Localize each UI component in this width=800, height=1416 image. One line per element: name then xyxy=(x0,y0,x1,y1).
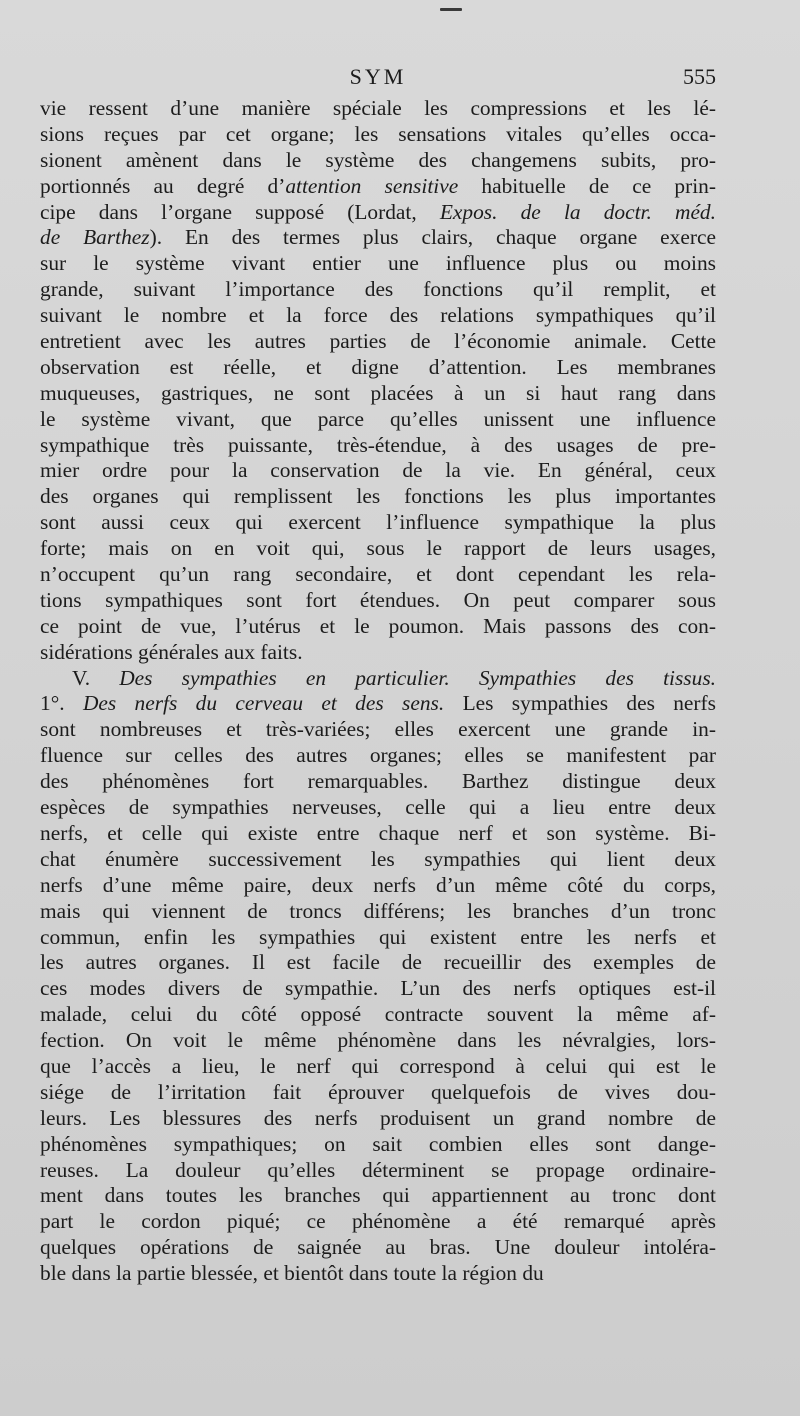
text-segment: leurs. Les blessures des nerfs produisent un grand nombre de xyxy=(40,1105,716,1130)
text-segment: tions sympathiques sont fort étendues. On peut comparer sous xyxy=(40,587,716,612)
text-line xyxy=(40,1235,716,1261)
text-segment: quelques opérations de saignée au bras. Une douleur intoléra- xyxy=(40,1235,716,1260)
text-segment: fection. On voit le même phénomène dans les névralgies, lors- xyxy=(40,1028,716,1053)
text-segment: sont aussi ceux qui exercent l’influence sympathique la plus xyxy=(40,510,716,535)
text-segment: 1°. xyxy=(40,691,83,716)
text-segment: fluence sur celles des autres organes; elles se manifestent par xyxy=(40,743,716,768)
text-segment: V. xyxy=(72,665,120,690)
text-segment: muqueuses, gastriques, ne sont placées à un si haut rang dans xyxy=(40,380,716,405)
text-segment: entretient avec les autres parties de l’économie animale. Cette xyxy=(40,329,716,354)
text-segment: part le cordon piqué; ce phénomène a été remarqué après xyxy=(40,1209,716,1234)
text-line xyxy=(40,277,716,303)
text-segment: sur le système vivant entier une influence plus ou moins xyxy=(40,251,716,276)
text-segment: ment dans toutes les branches qui appartiennent au tronc dont xyxy=(40,1183,716,1208)
text-segment: vie ressent d’une manière spéciale les compressions et les lé- xyxy=(40,96,716,120)
text-segment: siége de l’irritation fait éprouver quelquefois de vives dou- xyxy=(40,1079,716,1104)
text-segment: n’occupent qu’un rang secondaire, et dont cependant les rela- xyxy=(40,562,716,587)
text-segment: ). En des termes plus clairs, chaque organe exerce xyxy=(149,225,716,250)
text-line xyxy=(40,96,716,122)
text-line xyxy=(40,1261,716,1287)
text-segment: les autres organes. Il est facile de recueillir des exemples de xyxy=(40,950,716,975)
text-segment: phénomènes sympathiques; on sait combien elles sont dange- xyxy=(40,1131,716,1156)
text-line xyxy=(40,458,716,484)
italic-text: Des nerfs du cerveau et des sens. xyxy=(82,691,445,716)
text-line xyxy=(40,1002,716,1028)
text-segment: le système vivant, que parce qu’elles unissent une influence xyxy=(40,406,716,431)
text-segment: malade, celui du côté opposé contracte souvent la même af- xyxy=(40,1002,716,1027)
text-segment: mais qui viennent de troncs différens; les branches d’un tronc xyxy=(40,898,716,923)
text-line xyxy=(40,407,716,433)
text-line xyxy=(40,614,716,640)
text-line xyxy=(40,510,716,536)
text-line xyxy=(40,1132,716,1158)
text-line xyxy=(40,562,716,588)
text-line xyxy=(40,769,716,795)
text-line xyxy=(40,251,716,277)
text-segment: ce point de vue, l’utérus et le poumon. Mais passons des con- xyxy=(40,613,716,638)
body-text xyxy=(40,96,716,1287)
text-segment: chat énumère successivement les sympathies qui lient deux xyxy=(40,846,716,871)
text-segment: Les sympathies des nerfs xyxy=(444,691,716,716)
text-line xyxy=(40,976,716,1002)
text-line xyxy=(40,1209,716,1235)
text-line xyxy=(40,588,716,614)
text-line xyxy=(40,174,716,200)
text-line xyxy=(40,743,716,769)
text-line xyxy=(40,950,716,976)
text-segment: suivant le nombre et la force des relations sympathiques qu’il xyxy=(40,303,716,328)
text-line xyxy=(40,381,716,407)
text-line xyxy=(40,1158,716,1184)
text-line xyxy=(40,329,716,355)
running-head-title: SYM xyxy=(349,64,407,89)
text-line xyxy=(40,691,716,717)
text-line xyxy=(40,303,716,329)
text-line xyxy=(40,225,716,251)
text-line xyxy=(40,717,716,743)
text-line xyxy=(40,1106,716,1132)
text-segment: espèces de sympathies nerveuses, celle qui a lieu entre deux xyxy=(40,795,716,820)
text-segment: commun, enfin les sympathies qui existent entre les nerfs et xyxy=(40,924,716,949)
text-segment: grande, suivant l’importance des fonctions qu’il remplit, et xyxy=(40,277,716,302)
text-segment: portionnés au degré d’ xyxy=(40,173,286,198)
page-top-mark xyxy=(440,8,462,11)
text-segment: mier ordre pour la conservation de la vie. En général, ceux xyxy=(40,458,716,483)
text-segment: sidérations générales aux faits. xyxy=(40,639,303,664)
running-head xyxy=(40,64,716,94)
text-segment: sympathique très puissante, très-étendue, à des usages de pre- xyxy=(40,432,716,457)
text-segment: habituelle de ce prin- xyxy=(458,173,716,198)
text-line xyxy=(40,821,716,847)
text-line xyxy=(40,640,716,666)
text-line xyxy=(40,200,716,226)
italic-text: Des sympathies en particulier. Sympathies des tissus. xyxy=(119,665,716,690)
text-line xyxy=(40,795,716,821)
text-line xyxy=(40,666,716,692)
text-segment: reuses. La douleur qu’elles déterminent se propage ordinaire- xyxy=(40,1157,716,1182)
italic-text: attention sensitive xyxy=(285,173,459,198)
italic-text: Expos. de la doctr. méd. xyxy=(439,199,716,224)
text-line xyxy=(40,873,716,899)
text-line xyxy=(40,899,716,925)
text-line xyxy=(40,1080,716,1106)
text-line xyxy=(40,484,716,510)
text-line xyxy=(40,122,716,148)
text-line xyxy=(40,1028,716,1054)
text-segment: forte; mais on en voit qui, sous le rapport de leurs usages, xyxy=(40,536,716,561)
text-segment: sionent amènent dans le système des changemens subits, pro- xyxy=(40,147,716,172)
page-number: 555 xyxy=(683,64,716,89)
text-segment: des phénomènes fort remarquables. Barthez distingue deux xyxy=(40,769,716,794)
text-segment: nerfs d’une même paire, deux nerfs d’un même côté du corps, xyxy=(40,872,716,897)
text-line xyxy=(40,355,716,381)
text-segment: ble dans la partie blessée, et bientôt dans toute la région du xyxy=(40,1261,544,1286)
text-line xyxy=(40,1183,716,1209)
text-segment: que l’accès a lieu, le nerf qui correspond à celui qui est le xyxy=(40,1053,716,1078)
text-segment: nerfs, et celle qui existe entre chaque nerf et son système. Bi- xyxy=(40,820,716,845)
text-segment: des organes qui remplissent les fonctions les plus importantes xyxy=(40,484,716,509)
text-line xyxy=(40,925,716,951)
text-segment: sions reçues par cet organe; les sensations vitales qu’elles occa- xyxy=(40,121,716,146)
text-segment: ces modes divers de sympathie. L’un des nerfs optiques est-il xyxy=(40,976,716,1001)
text-segment: observation est réelle, et digne d’attention. Les membranes xyxy=(40,354,716,379)
text-line xyxy=(40,148,716,174)
text-line xyxy=(40,847,716,873)
text-line xyxy=(40,536,716,562)
text-line xyxy=(40,433,716,459)
text-segment: sont nombreuses et très-variées; elles exercent une grande in- xyxy=(40,717,716,742)
text-segment: cipe dans l’organe supposé (Lordat, xyxy=(40,199,440,224)
italic-text: de Barthez xyxy=(40,225,150,250)
text-line xyxy=(40,1054,716,1080)
